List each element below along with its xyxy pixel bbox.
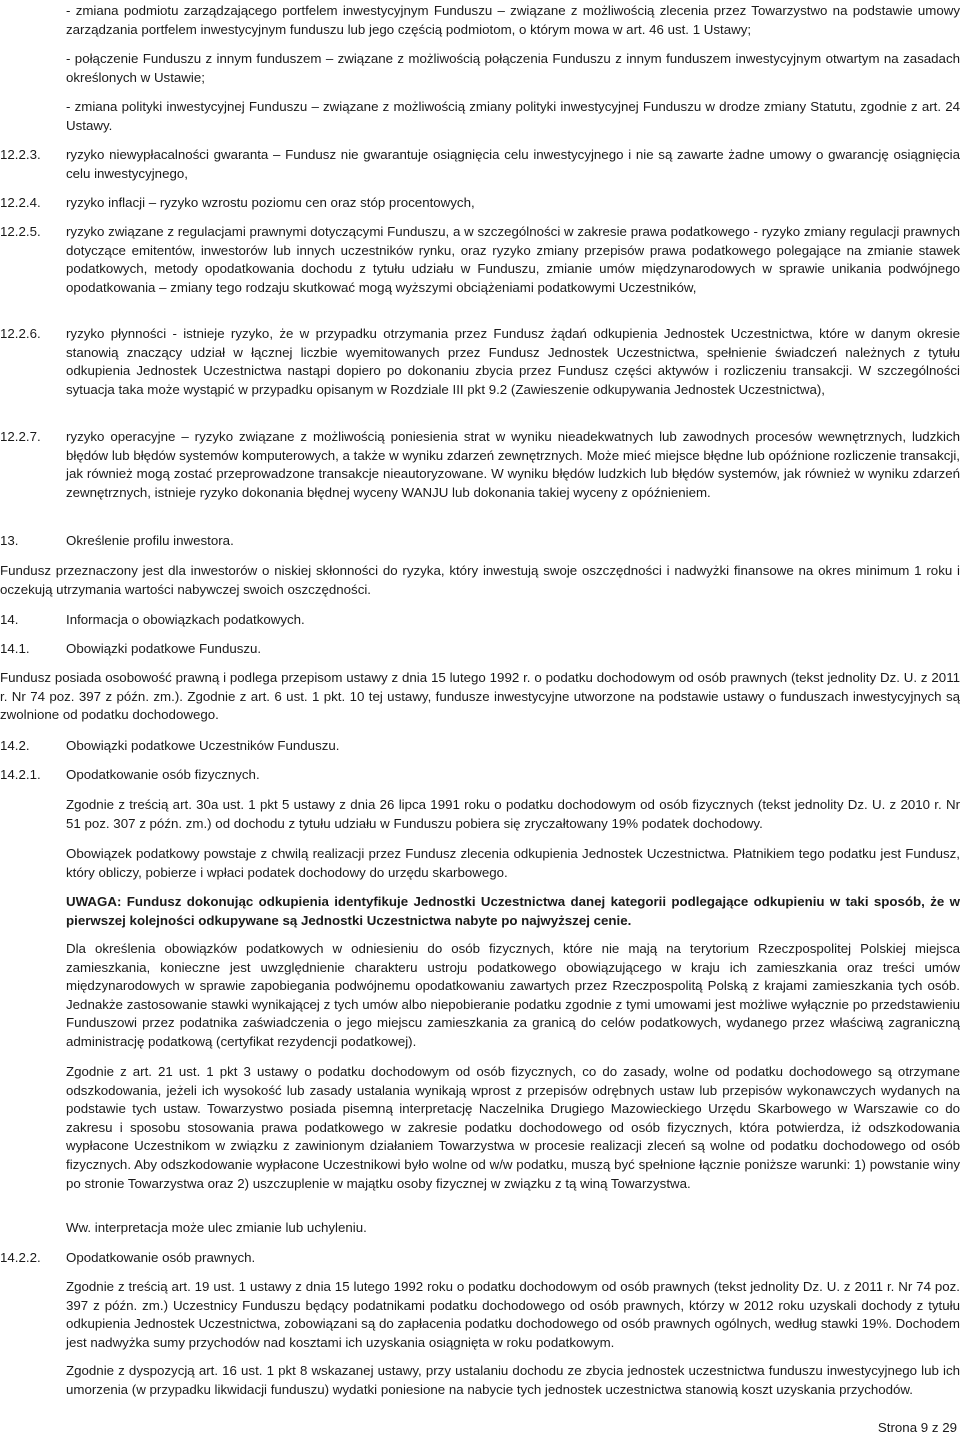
section-number: 14. xyxy=(0,612,19,627)
section-title: Obowiązki podatkowe Funduszu. xyxy=(66,641,262,656)
paragraph: Zgodnie z treścią art. 30a ust. 1 pkt 5 ustawy z dnia 26 lipca 1991 roku o podatku dochodowym od osób fizycznych (tekst jednolity Dz. U. z 2010 r. Nr 51 poz. 307 z późn. zm.) od dochodu z tytułu udziału w Funduszu pobiera się zryczałtowany 19% podatek dochodowy. xyxy=(66,797,960,831)
section-13-text: Fundusz przeznaczony jest dla inwestorów o niskiej skłonności do ryzyka, który inwestują swoje oszczędności i nadwyżki finansowe na okres minimum 1 roku i oczekują utrzymania wartości nabywczej swoich oszczędności. xyxy=(0,563,960,597)
section-14-2-2-heading xyxy=(0,1249,960,1268)
risk-text: ryzyko operacyjne – ryzyko związane z możliwością poniesienia strat w wyniku nieadekwatnych lub zawodnych procesów wewnętrznych, ludzkich błędów lub błędów systemów komputerowych, a także w wyniku zdarzeń zewnętrznych. Może mieć miejsce błędne lub opóźnione rozliczenie transakcji, jak również mogą zostać przeprowadzone transakcje nieautoryzowane. W wyniku błędów ludzkich lub błędów systemów, jak również w wyniku zdarzeń zewnętrznych, istnieje ryzyko dokonania błędnej wyceny WANJU lub dokonania takiej wyceny z opóźnieniem. xyxy=(66,429,960,500)
risk-item xyxy=(0,194,960,213)
section-title: Opodatkowanie osób prawnych. xyxy=(66,1250,256,1265)
section-number: 13. xyxy=(0,533,19,548)
warning-note: UWAGA: Fundusz dokonując odkupienia identyfikuje Jednostki Uczestnictwa danej kategorii podlegające odkupieniu w taki sposób, że w pierwszej kolejności odkupywane są Jednostki Uczestnictwa nabyte po najwyższej cenie. xyxy=(66,894,960,928)
section-14-heading xyxy=(0,611,960,630)
risk-item xyxy=(0,428,960,502)
section-number: 14.2.2. xyxy=(0,1250,41,1265)
risk-item xyxy=(0,223,960,297)
section-14-1-text: Fundusz posiada osobowość prawną i podlega przepisom ustawy z dnia 15 lutego 1992 r. o podatku dochodowym od osób prawnych (tekst jednolity Dz. U. z 2011 r. Nr 74 poz. 397 z późn. zm.). Zgodnie z art. 6 ust. 1 pkt. 10 tej ustawy, fundusze inwestycyjne utworzone na podstawie ustawy o funduszach inwestycyjnych są zwolnione od podatku dochodowego. xyxy=(0,670,960,723)
paragraph: Zgodnie z treścią art. 19 ust. 1 ustawy z dnia 15 lutego 1992 roku o podatku dochodowym od osób prawnych (tekst jednolity Dz. U. z 2011 r. Nr 74 poz. 397 z późn. zm.) Uczestnicy Funduszu będący podatnikami podatku dochodowego od osób prawnych, którzy w 2012 roku uzyskali dochody z tytułu odkupienia Jednostek Uczestnictwa, zobowiązani są do zapłacenia podatku dochodowego od osób prawnych ogólnych, według stawki 19%. Dochodem jest nadwyżka sumy przychodów nad kosztami ich uzyskania osiągnięta w roku podatkowym. xyxy=(66,1279,960,1350)
lead-item-1: - zmiana podmiotu zarządzającego portfelem inwestycyjnym Funduszu – związane z możliwością zlecenia przez Towarzystwo na podstawie umowy zarządzania portfelem inwestycyjnym funduszu lub jego częścią podmiotom, o którym mowa w art. 46 ust. 1 Ustawy; xyxy=(66,3,960,37)
risk-item xyxy=(0,146,960,183)
risk-number: 12.2.4. xyxy=(0,195,41,210)
risk-number: 12.2.5. xyxy=(0,224,41,239)
paragraph: Zgodnie z dyspozycją art. 16 ust. 1 pkt 8 wskazanej ustawy, przy ustalaniu dochodu ze zbycia jednostek uczestnictwa funduszu inwestycyjnego lub ich umorzenia (w przypadku likwidacji funduszu) wydatki poniesione na nabycie tych jednostek uczestnictwa stanowią koszt uzyskania przychodów. xyxy=(66,1363,960,1397)
risk-item xyxy=(0,325,960,399)
section-title: Opodatkowanie osób fizycznych. xyxy=(66,767,260,782)
paragraph: Zgodnie z art. 21 ust. 1 pkt 3 ustawy o podatku dochodowym od osób fizycznych, co do zasady, wolne od podatku dochodowego są otrzymane odszkodowania, jeżeli ich wysokość lub zasady ustalania wynikają wprost z przepisów odrębnych ustaw lub przepisów wykonawczych wydanych na podstawie tych ustaw. Towarzystwo posiada pisemną interpretację Naczelnika Drugiego Mazowieckiego Urzędu Skarbowego w Warszawie co do zakresu i sposobu stosowania prawa podatkowego w zakresie podatku dochodowego od osób fizycznych, która potwierdza, iż odszkodowania wypłacone Uczestnikom w związku z zawinionym działaniem Towarzystwa w procesie realizacji zleceń są wolne od podatku dochodowego od osób fizycznych. Aby odszkodowanie wypłacone Uczestnikowi było wolne od w/w podatku, muszą być spełnione łącznie poniższe warunki: 1) powstanie winy po stronie Towarzystwa oraz 2) uszczuplenie w majątku osoby fizycznej w związku z tą winą Towarzystwa. xyxy=(66,1064,960,1191)
section-13-heading xyxy=(0,532,960,551)
risk-text: ryzyko związane z regulacjami prawnymi dotyczącymi Funduszu, a w szczególności w zakresie prawa podatkowego - ryzyko zmiany regulacji prawnych dotyczące emitentów, inwestorów lub innych uczestników rynku, oraz ryzyko zmiany przepisów prawa podatkowego polegające na zmianie stawek podatkowych, metody opodatkowania dochodu z tytułu udziału w Funduszu, zmianie umów międzynarodowych w sprawie unikania podwójnego opodatkowania – zmiany tego rodzaju skutkować mogą wyższymi obciążeniami podatkowymi Uczestników, xyxy=(66,224,960,295)
risk-text: ryzyko niewypłacalności gwaranta – Fundusz nie gwarantuje osiągnięcia celu inwestycyjnego i nie są zawarte żadne umowy o gwarancję osiągnięcia celu inwestycyjnego, xyxy=(66,147,960,181)
risk-text: ryzyko inflacji – ryzyko wzrostu poziomu cen oraz stóp procentowych, xyxy=(66,195,475,210)
lead-item-3: - zmiana polityki inwestycyjnej Funduszu – związane z możliwością zmiany polityki inwestycyjnej Funduszu w drodze zmiany Statutu, zgodnie z art. 24 Ustawy. xyxy=(66,99,960,133)
risk-number: 12.2.7. xyxy=(0,429,41,444)
lead-item-2: - połączenie Funduszu z innym funduszem – związane z możliwością połączenia Funduszu z innym funduszem inwestycyjnym otwartym na zasadach określonych w Ustawie; xyxy=(66,51,960,85)
section-number: 14.1. xyxy=(0,641,30,656)
paragraph: Ww. interpretacja może ulec zmianie lub uchyleniu. xyxy=(66,1220,367,1235)
section-title: Określenie profilu inwestora. xyxy=(66,533,234,548)
section-14-2-heading xyxy=(0,737,960,756)
risk-number: 12.2.6. xyxy=(0,326,41,341)
section-14-1-heading xyxy=(0,640,960,659)
risk-text: ryzyko płynności - istnieje ryzyko, że w przypadku otrzymania przez Fundusz żądań odkupienia Jednostek Uczestnictwa, które w danym okresie stanowią znaczący udział w łącznej liczbie wyemitowanych przez Fundusz Jednostek Uczestnictwa, spełnienie świadczeń należnych z tytułu odkupienia Jednostek Uczestnictwa nastąpi dopiero po dokonaniu zbycia przez Fundusz części aktywów i rozliczeniu transakcji. W szczególności sytuacja taka może wystąpić w przypadku opisanym w Rozdziale III pkt 9.2 (Zawieszenie odkupywania Jednostek Uczestnictwa), xyxy=(66,326,960,397)
section-number: 14.2. xyxy=(0,738,30,753)
page-number: Strona 9 z 29 xyxy=(877,1420,957,1435)
paragraph: Dla określenia obowiązków podatkowych w odniesieniu do osób fizycznych, które nie mają na terytorium Rzeczpospolitej Polskiej miejsca zamieszkania, konieczne jest uwzględnienie charakteru ustroju podatkowego obowiązującego w kraju ich zamieszkania oraz treści umów międzynarodowych w sprawie zapobiegania podwójnemu opodatkowaniu zawartych przez Rzeczpospolitą Polską z krajami zamieszkania tych osób. Jednakże zastosowanie stawki wynikającej z tych umów albo niepobieranie podatku zgodnie z tymi umowami jest możliwe wyłącznie po przedstawieniu Funduszowi przez podatnika zaświadczenia o jego miejscu zamieszkania za granicą do celów podatkowych, wydanego przez właściwą zagraniczną administrację podatkową (certyfikat rezydencji podatkowej). xyxy=(66,941,960,1049)
paragraph: Obowiązek podatkowy powstaje z chwilą realizacji przez Fundusz zlecenia odkupienia Jednostek Uczestnictwa. Płatnikiem tego podatku jest Fundusz, który obliczy, pobierze i wpłaci podatek dochodowy do urzędu skarbowego. xyxy=(66,846,960,880)
section-title: Informacja o obowiązkach podatkowych. xyxy=(66,612,305,627)
section-14-2-1-heading xyxy=(0,766,960,785)
risk-number: 12.2.3. xyxy=(0,147,41,162)
section-title: Obowiązki podatkowe Uczestników Funduszu. xyxy=(66,738,340,753)
section-number: 14.2.1. xyxy=(0,767,41,782)
